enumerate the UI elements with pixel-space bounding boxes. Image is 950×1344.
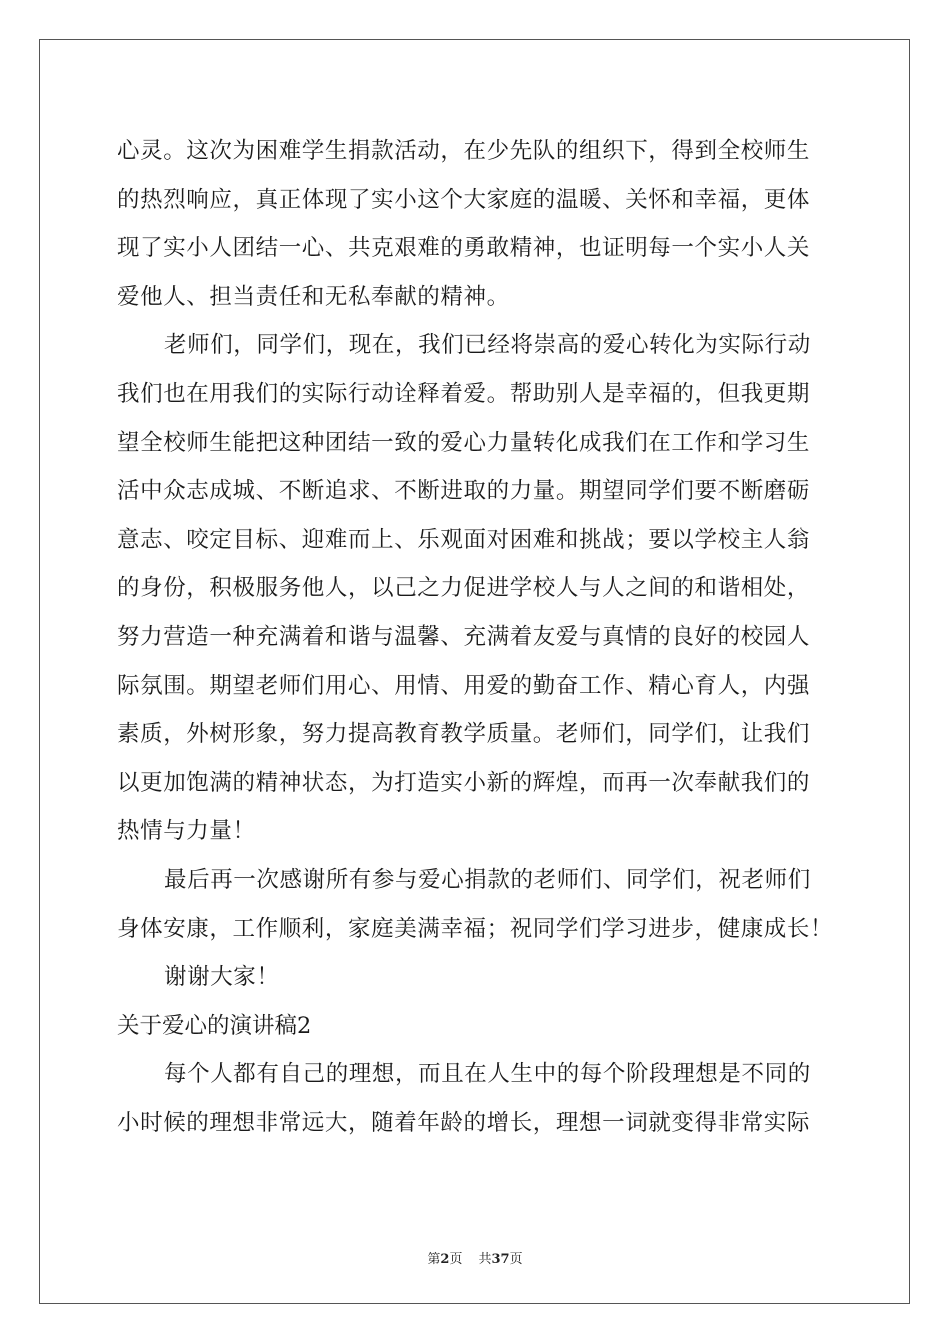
paragraph-start-line: 最后再一次感谢所有参与爱心捐款的老师们、同学们，祝老师们 xyxy=(164,866,811,893)
text-line: 的热烈响应，真正体现了实小这个大家庭的温暖、关怀和幸福，更体 xyxy=(117,186,811,213)
total-suffix: 页 xyxy=(509,1252,523,1267)
text-line: 素质，外树形象，努力提高教育教学质量。老师们，同学们，让我们 xyxy=(117,721,811,748)
paragraph-start-line: 老师们，同学们，现在，我们已经将崇高的爱心转化为实际行动 xyxy=(164,332,811,359)
text-line: 小时候的理想非常远大，随着年龄的增长，理想一词就变得非常实际 xyxy=(117,1109,811,1136)
total-prefix: 共 xyxy=(478,1252,492,1267)
section-heading: 关于爱心的演讲稿2 xyxy=(117,1012,312,1039)
page-number: 2 xyxy=(440,1252,450,1267)
text-line: 际氛围。期望老师们用心、用情、用爱的勤奋工作、精心育人，内强 xyxy=(117,672,811,699)
text-line: 热情与力量！ xyxy=(117,818,256,845)
page-suffix: 页 xyxy=(449,1252,463,1267)
text-line: 现了实小人团结一心、共克艰难的勇敢精神，也证明每一个实小人关 xyxy=(117,235,811,262)
text-line: 爱他人、担当责任和无私奉献的精神。 xyxy=(117,283,510,310)
text-line: 努力营造一种充满着和谐与温馨、充满着友爱与真情的良好的校园人 xyxy=(117,623,811,650)
text-line: 的身份，积极服务他人，以己之力促进学校人与人之间的和谐相处， xyxy=(117,575,811,602)
document-body xyxy=(117,127,837,1147)
paragraph-start-line: 谢谢大家！ xyxy=(164,964,280,991)
text-line: 以更加饱满的精神状态，为打造实小新的辉煌，而再一次奉献我们的 xyxy=(117,769,811,796)
text-line: 心灵。这次为困难学生捐款活动，在少先队的组织下，得到全校师生 xyxy=(117,138,811,164)
page-footer xyxy=(0,1248,950,1267)
text-line: 我们也在用我们的实际行动诠释着爱。帮助别人是幸福的，但我更期 xyxy=(117,380,811,407)
text-line: 活中众志成城、不断追求、不断进取的力量。期望同学们要不断磨砺 xyxy=(117,478,811,505)
text-line: 意志、咬定目标、迎难而上、乐观面对困难和挑战；要以学校主人翁 xyxy=(117,526,811,553)
paragraph-start-line: 每个人都有自己的理想，而且在人生中的每个阶段理想是不同的 xyxy=(164,1061,811,1088)
page-prefix: 第 xyxy=(427,1252,441,1267)
text-line: 望全校师生能把这种团结一致的爱心力量转化成我们在工作和学习生 xyxy=(117,429,811,456)
text-line: 身体安康，工作顺利，家庭美满幸福；祝同学们学习进步，健康成长！ xyxy=(117,915,834,942)
total-pages: 37 xyxy=(491,1252,510,1267)
